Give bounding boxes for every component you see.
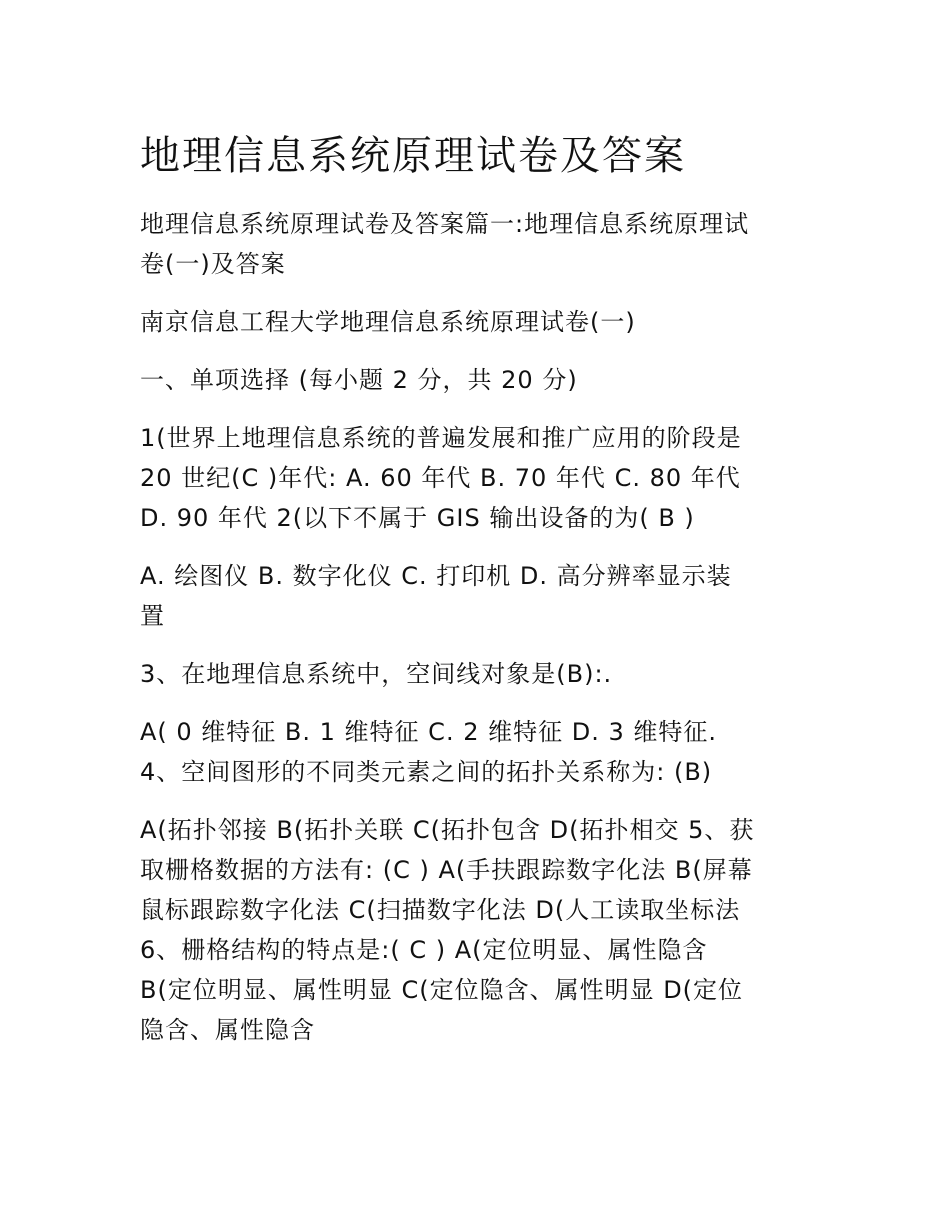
option-line: 置 [140,602,165,630]
question-line: 隐含、属性隐含 [140,1016,315,1044]
section-heading-text: 一、单项选择 (每小题 2 分，共 20 分) [140,366,578,394]
question-line: 取栅格数据的方法有: (C ) A(手扶跟踪数字化法 B(屏幕 [140,856,753,884]
subtitle-paragraph [140,204,810,284]
questions-4-to-6 [140,810,810,1050]
question-3-paragraph [140,654,810,694]
question-line: 鼠标跟踪数字化法 C(扫描数字化法 D(人工读取坐标法 [140,896,741,924]
document-title: 地理信息系统原理试卷及答案 [140,133,686,179]
exam-name [140,302,810,342]
exam-name-text: 南京信息工程大学地理信息系统原理试卷(一) [140,308,636,336]
question-line: D. 90 年代 2(以下不属于 GIS 输出设备的为( B ) [140,504,695,532]
question-line: 6、栅格结构的特点是:( C ) A(定位明显、属性隐含 [140,936,708,964]
question-line: 1(世界上地理信息系统的普遍发展和推广应用的阶段是 [140,424,742,452]
question-line: 3、在地理信息系统中，空间线对象是(B):. [140,660,613,688]
question-line: B(定位明显、属性明显 C(定位隐含、属性明显 D(定位 [140,976,744,1004]
option-line: A( 0 维特征 B. 1 维特征 C. 2 维特征 D. 3 维特征. [140,718,717,746]
question-line: 4、空间图形的不同类元素之间的拓扑关系称为: (B) [140,758,713,786]
subtitle-line: 地理信息系统原理试卷及答案篇一:地理信息系统原理试 [140,210,750,238]
question-line: 20 世纪(C )年代: A. 60 年代 B. 70 年代 C. 80 年代 [140,464,741,492]
subtitle-line: 卷(一)及答案 [140,250,286,278]
section-heading [140,360,810,400]
question-3-options [140,712,810,792]
question-line: A(拓扑邻接 B(拓扑关联 C(拓扑包含 D(拓扑相交 5、获 [140,816,755,844]
question-2-options [140,556,810,636]
document-page [140,128,810,1068]
option-line: A. 绘图仪 B. 数字化仪 C. 打印机 D. 高分辨率显示装 [140,562,732,590]
question-1-paragraph [140,418,810,538]
